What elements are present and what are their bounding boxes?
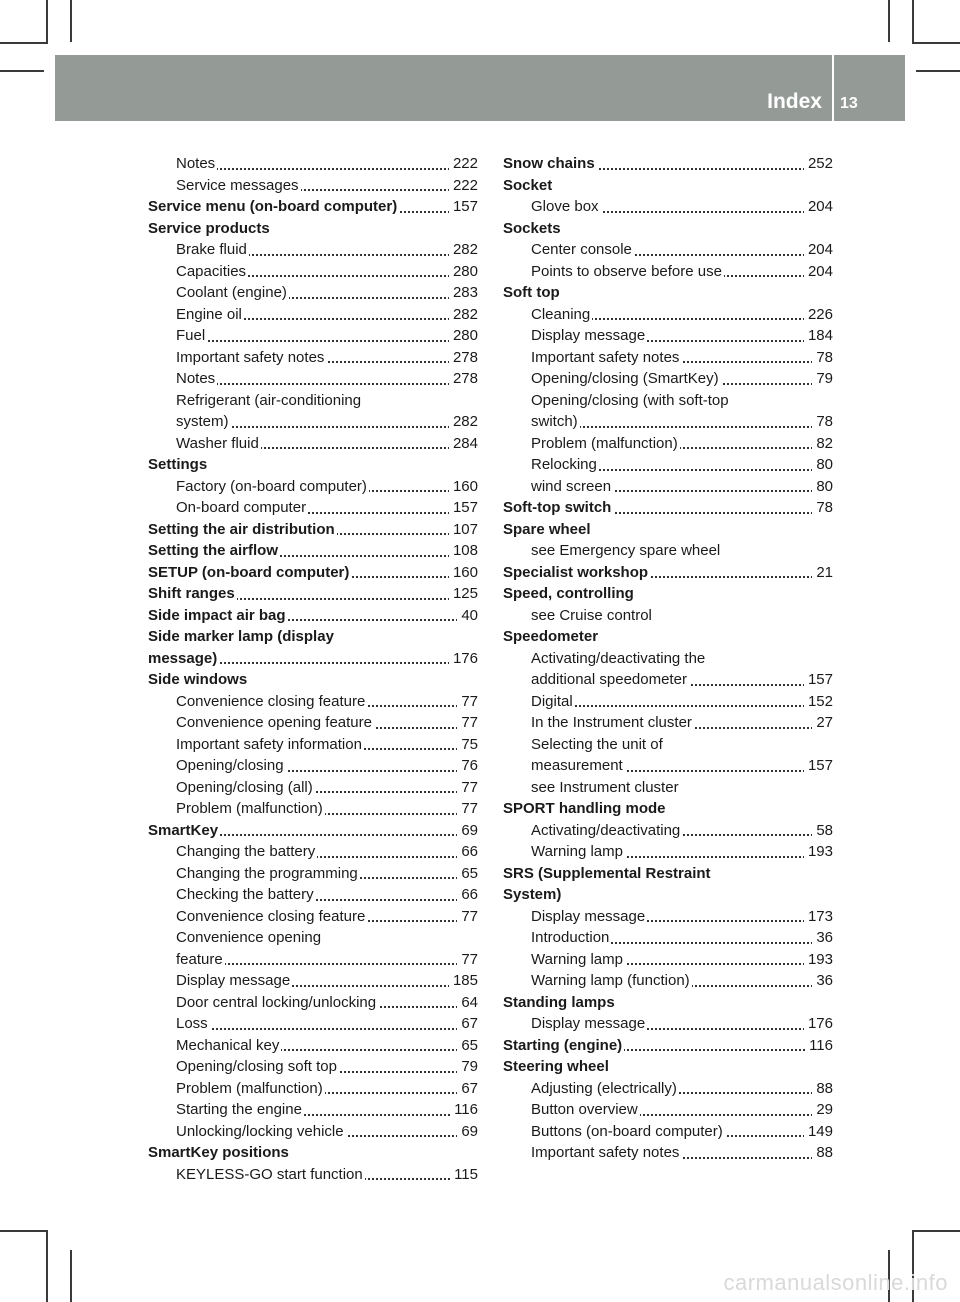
index-entry-page: 152 — [804, 691, 833, 713]
index-entry-text: Convenience opening — [176, 929, 322, 946]
index-entry-page: 77 — [457, 798, 478, 820]
index-entry-text: Factory (on-board computer) — [176, 477, 367, 495]
index-entry-text: Socket — [503, 176, 553, 194]
index-entry-text: Starting the engine — [176, 1101, 302, 1118]
crop-mark — [916, 70, 960, 72]
index-entry-text: Mechanical key — [176, 1036, 280, 1054]
index-entry — [148, 390, 478, 412]
index-entry-text: Soft top — [503, 284, 560, 301]
leader-dots — [176, 340, 478, 342]
index-entry — [503, 175, 833, 197]
index-entry-text: Capacities — [176, 262, 247, 280]
index-entry — [503, 841, 833, 863]
index-entry-page: 66 — [457, 884, 478, 906]
index-entry-text: message) — [148, 649, 218, 667]
index-entry — [148, 605, 478, 627]
crop-mark — [912, 42, 960, 44]
index-entry-page: 77 — [457, 777, 478, 799]
leader-dots — [531, 705, 833, 707]
index-entry-text: Speed, controlling — [503, 585, 634, 602]
index-entry — [148, 175, 478, 197]
index-entry — [503, 282, 833, 304]
crop-mark — [0, 70, 44, 72]
index-entry-text: Adjusting (electrically) — [531, 1079, 677, 1097]
index-entry-text: Points to observe before use — [531, 262, 722, 280]
index-entry — [148, 347, 478, 369]
crop-mark — [70, 0, 72, 42]
index-entry-text: Cleaning — [531, 305, 591, 323]
index-entry-page: 160 — [449, 562, 478, 584]
index-entry-text: Important safety notes — [531, 1144, 680, 1161]
index-entry-text: Problem (malfunction) — [531, 434, 678, 452]
index-entry-text: see Emergency spare wheel — [531, 542, 721, 559]
index-entry-text: Steering wheel — [503, 1058, 609, 1075]
index-entry — [148, 519, 478, 541]
index-entry-page: 157 — [804, 755, 833, 777]
page-number: 13 — [840, 95, 858, 112]
index-entry-text: Changing the programming — [176, 864, 358, 882]
index-entry — [503, 540, 833, 562]
index-entry-text: Setting the airflow — [148, 542, 279, 559]
index-entry — [503, 325, 833, 347]
index-entry-text: In the Instrument cluster — [531, 714, 692, 731]
index-entry — [148, 669, 478, 691]
index-entry-text: Display message — [531, 327, 646, 344]
index-entry-page: 67 — [457, 1078, 478, 1100]
index-entry — [148, 153, 478, 175]
index-column-left — [148, 153, 478, 1185]
index-entry-page: 115 — [450, 1164, 478, 1186]
index-entry-text: Digital — [531, 692, 573, 710]
index-entry-page: 193 — [804, 949, 833, 971]
index-entry-page: 78 — [812, 347, 833, 369]
crop-mark — [888, 0, 890, 42]
index-entry — [148, 282, 478, 304]
index-entry — [148, 1164, 478, 1186]
index-entry-text: Important safety notes — [531, 348, 680, 366]
index-entry-text: Button overview — [531, 1101, 638, 1118]
index-entry-text: Activating/deactivating — [531, 821, 681, 839]
index-entry — [503, 562, 833, 584]
section-title: Index — [767, 90, 822, 113]
index-entry-text: Selecting the unit of — [531, 735, 663, 753]
index-entry — [148, 1142, 478, 1164]
index-entry-page: 157 — [449, 196, 478, 218]
leader-dots — [176, 1028, 478, 1030]
watermark: carmanualsonline.info — [723, 1270, 948, 1295]
index-entry-text: Glove box — [531, 198, 599, 215]
index-entry-text: Fuel — [176, 327, 206, 344]
index-entry-text: Convenience closing feature — [176, 692, 366, 710]
index-entry-text: Engine oil — [176, 305, 242, 323]
index-entry — [503, 884, 833, 906]
index-entry-page: 66 — [457, 841, 478, 863]
index-entry — [148, 433, 478, 455]
index-entry — [148, 476, 478, 498]
leader-dots — [176, 168, 478, 170]
index-entry — [503, 433, 833, 455]
index-entry-text: Refrigerant (air-conditioning — [176, 391, 362, 409]
index-entry-page: 226 — [804, 304, 833, 326]
index-entry-page: 88 — [812, 1142, 833, 1164]
index-entry-text: Activating/deactivating the — [531, 649, 706, 667]
index-entry — [503, 239, 833, 261]
index-entry — [148, 798, 478, 820]
index-entry-page: 278 — [449, 368, 478, 390]
index-entry — [148, 368, 478, 390]
index-entry-text: Notes — [176, 370, 216, 387]
index-entry-page: 284 — [449, 433, 478, 455]
index-entry-text: Settings — [148, 456, 208, 473]
index-entry-text: Side windows — [148, 671, 248, 688]
index-entry-text: SRS (Supplemental Restraint — [503, 864, 711, 882]
index-entry-page: 77 — [457, 712, 478, 734]
index-entry-text: Opening/closing — [176, 757, 284, 774]
index-entry — [503, 1035, 833, 1057]
index-entry-page: 193 — [804, 841, 833, 863]
index-entry-page: 278 — [449, 347, 478, 369]
index-entry-page: 176 — [804, 1013, 833, 1035]
index-entry-text: wind screen — [531, 477, 612, 495]
index-entry-page: 77 — [457, 691, 478, 713]
index-entry-page: 157 — [449, 497, 478, 519]
index-entry — [503, 949, 833, 971]
index-entry — [503, 1121, 833, 1143]
index-entry — [148, 562, 478, 584]
index-entry — [148, 970, 478, 992]
index-entry-text: Warning lamp — [531, 950, 623, 968]
index-entry — [503, 583, 833, 605]
index-entry — [503, 648, 833, 670]
index-entry — [503, 390, 833, 412]
index-entry — [503, 476, 833, 498]
index-entry — [503, 218, 833, 240]
index-entry-page: 29 — [812, 1099, 833, 1121]
index-entry-text: System) — [503, 886, 562, 903]
index-entry-page: 69 — [457, 820, 478, 842]
index-entry — [503, 712, 833, 734]
index-entry-page: 36 — [812, 970, 833, 992]
index-entry-text: Opening/closing (with soft-top — [531, 391, 729, 409]
index-entry — [503, 1099, 833, 1121]
index-entry-text: switch) — [531, 413, 578, 430]
index-entry — [503, 1013, 833, 1035]
index-entry-text: Setting the air distribution — [148, 520, 335, 538]
index-entry — [148, 906, 478, 928]
index-entry — [503, 368, 833, 390]
index-entry — [148, 734, 478, 756]
index-entry — [503, 497, 833, 519]
index-entry — [503, 454, 833, 476]
index-entry — [148, 712, 478, 734]
index-entry — [148, 777, 478, 799]
index-entry — [148, 304, 478, 326]
index-entry — [148, 626, 478, 648]
index-entry-text: feature — [176, 950, 223, 968]
index-entry-page: 222 — [449, 175, 478, 197]
index-entry — [148, 691, 478, 713]
index-entry — [503, 153, 833, 175]
index-entry-page: 21 — [812, 562, 833, 584]
index-entry — [148, 927, 478, 949]
index-entry — [503, 626, 833, 648]
header-separator — [832, 55, 834, 121]
index-entry-text: Coolant (engine) — [176, 284, 287, 301]
index-entry-page: 125 — [449, 583, 478, 605]
index-entry — [503, 734, 833, 756]
index-entry-page: 116 — [805, 1035, 833, 1057]
index-entry-page: 79 — [812, 368, 833, 390]
index-column-right — [503, 153, 833, 1164]
index-entry — [148, 992, 478, 1014]
index-entry-text: Notes — [176, 155, 216, 172]
index-entry-text: Convenience closing feature — [176, 907, 366, 925]
index-entry-page: 222 — [449, 153, 478, 175]
index-entry — [148, 949, 478, 971]
index-entry-page: 204 — [804, 261, 833, 283]
index-entry — [148, 648, 478, 670]
index-entry — [503, 798, 833, 820]
index-entry-text: additional speedometer — [531, 671, 687, 688]
index-entry-page: 65 — [457, 1035, 478, 1057]
index-entry-text: On-board computer — [176, 499, 307, 516]
index-entry-text: Convenience opening feature — [176, 714, 372, 731]
index-entry — [148, 583, 478, 605]
index-entry-page: 108 — [449, 540, 478, 562]
index-entry-page: 280 — [449, 261, 478, 283]
index-entry-text: Shift ranges — [148, 585, 235, 602]
index-entry — [503, 1142, 833, 1164]
index-entry — [148, 325, 478, 347]
index-entry-text: Loss — [176, 1015, 208, 1032]
index-entry — [148, 820, 478, 842]
crop-mark — [0, 42, 48, 44]
index-entry-text: Changing the battery — [176, 843, 316, 860]
index-entry — [148, 454, 478, 476]
index-entry-text: SPORT handling mode — [503, 800, 666, 817]
index-entry-text: see Cruise control — [531, 606, 652, 624]
index-entry-text: Display message — [176, 972, 291, 989]
index-entry-page: 67 — [457, 1013, 478, 1035]
index-entry-page: 80 — [812, 476, 833, 498]
index-entry — [148, 1056, 478, 1078]
index-entry-text: Door central locking/unlocking — [176, 993, 377, 1011]
index-entry-page: 252 — [804, 153, 833, 175]
index-entry-text: KEYLESS-GO start function — [176, 1165, 363, 1183]
index-entry-page: 282 — [449, 304, 478, 326]
index-entry-text: Checking the battery — [176, 886, 314, 903]
index-entry-text: SETUP (on-board computer) — [148, 563, 350, 581]
index-entry-text: Snow chains — [503, 155, 595, 172]
index-entry — [503, 1056, 833, 1078]
index-entry-text: Soft-top switch — [503, 499, 612, 516]
index-entry-text: Side marker lamp (display — [148, 628, 334, 645]
index-entry — [503, 411, 833, 433]
index-entry-page: 184 — [804, 325, 833, 347]
index-entry-page: 149 — [804, 1121, 833, 1143]
index-entry-page: 77 — [457, 906, 478, 928]
index-entry-page: 65 — [457, 863, 478, 885]
index-entry-page: 282 — [449, 239, 478, 261]
index-entry-text: Opening/closing (SmartKey) — [531, 370, 719, 387]
index-entry-text: Starting (engine) — [503, 1036, 623, 1054]
index-entry-text: Service products — [148, 219, 270, 237]
index-entry-text: Warning lamp — [531, 843, 623, 860]
index-entry — [503, 261, 833, 283]
index-entry-page: 78 — [812, 497, 833, 519]
index-entry — [503, 906, 833, 928]
index-entry — [148, 261, 478, 283]
index-entry — [148, 411, 478, 433]
index-entry-text: Introduction — [531, 929, 610, 946]
index-entry — [148, 841, 478, 863]
index-entry-text: Opening/closing (all) — [176, 778, 313, 796]
index-entry — [148, 863, 478, 885]
index-entry-page: 107 — [449, 519, 478, 541]
index-entry-page: 64 — [457, 992, 478, 1014]
crop-mark — [46, 0, 48, 44]
index-entry-page: 282 — [449, 411, 478, 433]
index-entry-page: 160 — [449, 476, 478, 498]
index-entry-page: 58 — [812, 820, 833, 842]
index-entry — [503, 970, 833, 992]
index-entry — [148, 755, 478, 777]
index-entry-page: 176 — [449, 648, 478, 670]
index-entry-page: 77 — [457, 949, 478, 971]
index-entry — [503, 605, 833, 627]
leader-dots — [176, 383, 478, 385]
index-entry — [148, 497, 478, 519]
index-entry — [148, 540, 478, 562]
crop-mark — [912, 1230, 960, 1232]
index-entry — [148, 1121, 478, 1143]
index-entry-text: Sockets — [503, 219, 561, 237]
index-entry — [503, 992, 833, 1014]
index-entry — [503, 669, 833, 691]
index-entry — [503, 755, 833, 777]
index-entry-page: 157 — [804, 669, 833, 691]
index-entry-page: 204 — [804, 239, 833, 261]
index-entry — [503, 304, 833, 326]
index-entry — [503, 519, 833, 541]
crop-mark — [46, 1230, 48, 1302]
index-entry-text: Important safety information — [176, 735, 362, 753]
index-entry-text: Service messages — [176, 176, 299, 194]
index-entry-page: 79 — [457, 1056, 478, 1078]
index-entry-page: 76 — [457, 755, 478, 777]
index-entry — [503, 347, 833, 369]
index-entry-text: Specialist workshop — [503, 563, 649, 581]
index-entry-text: Brake fluid — [176, 241, 247, 258]
index-entry-text: Standing lamps — [503, 993, 615, 1011]
crop-mark — [70, 1250, 72, 1302]
index-entry-text: Center console — [531, 241, 632, 258]
index-entry-text: SmartKey positions — [148, 1144, 289, 1161]
index-entry-text: Relocking — [531, 456, 597, 473]
index-entry-page: 185 — [449, 970, 478, 992]
index-entry-text: Washer fluid — [176, 434, 259, 452]
index-entry-page: 40 — [457, 605, 478, 627]
index-entry-text: Side impact air bag — [148, 606, 286, 624]
index-entry — [503, 863, 833, 885]
crop-mark — [912, 0, 914, 44]
index-entry-page: 78 — [812, 411, 833, 433]
index-entry-text: Problem (malfunction) — [176, 1079, 323, 1097]
index-entry — [148, 196, 478, 218]
index-entry-text: Display message — [531, 1015, 646, 1032]
index-entry-text: Opening/closing soft top — [176, 1058, 337, 1075]
index-entry — [503, 1078, 833, 1100]
index-entry-page: 280 — [449, 325, 478, 347]
index-entry-text: Problem (malfunction) — [176, 800, 323, 817]
index-entry-text: Speedometer — [503, 628, 599, 645]
index-entry-text: measurement — [531, 757, 623, 774]
index-entry-page: 82 — [812, 433, 833, 455]
index-entry — [148, 1013, 478, 1035]
index-entry — [148, 1035, 478, 1057]
index-entry-page: 88 — [812, 1078, 833, 1100]
index-entry — [503, 820, 833, 842]
index-entry-text: SmartKey — [148, 821, 219, 839]
index-entry-page: 80 — [812, 454, 833, 476]
index-entry-page: 69 — [457, 1121, 478, 1143]
index-entry — [148, 239, 478, 261]
index-entry-page: 75 — [457, 734, 478, 756]
index-entry — [148, 1099, 478, 1121]
index-entry — [148, 1078, 478, 1100]
index-entry-text: system) — [176, 413, 229, 430]
index-entry — [503, 777, 833, 799]
index-entry-page: 283 — [449, 282, 478, 304]
index-entry-text: Unlocking/locking vehicle — [176, 1122, 344, 1140]
index-entry-page: 27 — [812, 712, 833, 734]
index-entry — [503, 196, 833, 218]
index-entry-page: 116 — [450, 1099, 478, 1121]
index-entry — [148, 884, 478, 906]
index-entry-text: Display message — [531, 907, 646, 925]
index-entry — [148, 218, 478, 240]
index-entry-text: Service menu (on-board computer) — [148, 198, 398, 215]
index-entry-text: see Instrument cluster — [531, 778, 679, 796]
index-entry-page: 204 — [804, 196, 833, 218]
index-entry — [503, 927, 833, 949]
index-entry-page: 36 — [812, 927, 833, 949]
crop-mark — [0, 1230, 48, 1232]
index-entry-page: 173 — [804, 906, 833, 928]
index-entry-text: Buttons (on-board computer) — [531, 1122, 723, 1140]
index-entry-text: Warning lamp (function) — [531, 972, 690, 989]
index-entry-text: Spare wheel — [503, 520, 591, 538]
index-entry — [503, 691, 833, 713]
index-entry-text: Important safety notes — [176, 348, 325, 366]
